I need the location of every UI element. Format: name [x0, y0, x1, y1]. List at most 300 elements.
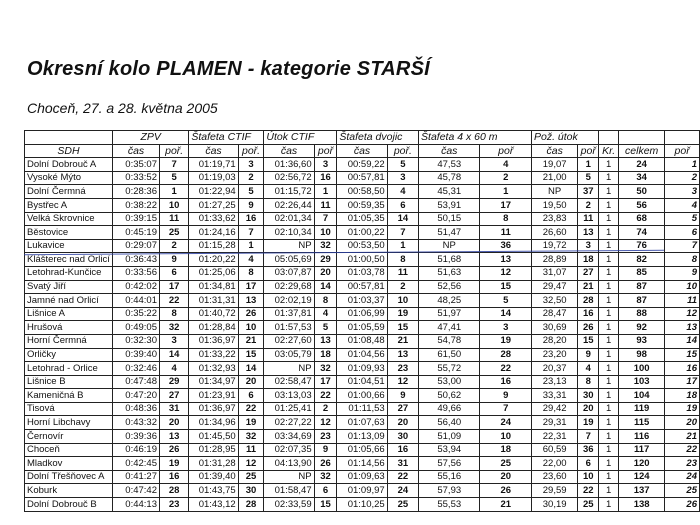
team-name: Koburk: [25, 484, 113, 498]
table-header-groups: [25, 131, 700, 145]
kr-value: 1: [599, 280, 619, 294]
stafeta-ctif-rank: 6: [238, 389, 264, 403]
team-name: Svatý Jiří: [25, 280, 113, 294]
poz-utok-time: 19,72: [532, 239, 578, 253]
utok-ctif-time: 02:58,47: [264, 375, 314, 389]
column-header-time: čas: [532, 144, 578, 158]
utok-ctif-rank: 2: [314, 402, 337, 416]
stafeta-ctif-rank: 12: [238, 457, 264, 471]
stafeta-dvojic-time: 01:10,25: [337, 498, 387, 512]
stafeta-dvojic-time: 00:57,81: [337, 171, 387, 185]
kr-value: 1: [599, 484, 619, 498]
zpv-rank: 26: [159, 443, 188, 457]
zpv-time: 0:42:45: [112, 457, 159, 471]
zpv-rank: 11: [159, 212, 188, 226]
table-row: [25, 280, 700, 294]
stafeta-ctif-time: 01:32,93: [189, 362, 238, 376]
poz-utok-time: 23,13: [532, 375, 578, 389]
kr-value: 1: [599, 457, 619, 471]
kr-value: 1: [599, 430, 619, 444]
table-row: [25, 443, 700, 457]
stafeta-4x60-time: 55,53: [419, 498, 480, 512]
utok-ctif-rank: 9: [314, 443, 337, 457]
zpv-time: 0:45:19: [112, 226, 159, 240]
stafeta-ctif-time: 01:22,94: [189, 185, 238, 199]
team-name: Dolní Čermná: [25, 185, 113, 199]
zpv-rank: 17: [159, 280, 188, 294]
utok-ctif-rank: 7: [314, 212, 337, 226]
stafeta-4x60-rank: 4: [480, 158, 532, 172]
document-title: Okresní kolo PLAMEN - kategorie STARŠÍ: [27, 58, 430, 80]
utok-ctif-time: 04:13,90: [264, 457, 314, 471]
stafeta-dvojic-time: 01:05,59: [337, 321, 387, 335]
kr-value: 1: [599, 253, 619, 267]
column-header-rank: poř.: [387, 144, 418, 158]
stafeta-4x60-time: 45,31: [419, 185, 480, 199]
total-points: 87: [619, 294, 665, 308]
poz-utok-time: 23,83: [532, 212, 578, 226]
stafeta-ctif-rank: 1: [238, 239, 264, 253]
stafeta-4x60-rank: 11: [480, 226, 532, 240]
stafeta-4x60-time: 50,62: [419, 389, 480, 403]
poz-utok-time: 20,37: [532, 362, 578, 376]
final-rank: 20: [665, 416, 700, 430]
team-name: Dolní Dobrouč A: [25, 158, 113, 172]
poz-utok-rank: 6: [578, 457, 599, 471]
utok-ctif-time: 02:27,60: [264, 334, 314, 348]
utok-ctif-time: 01:25,41: [264, 402, 314, 416]
final-rank: 15: [665, 348, 700, 362]
utok-ctif-rank: 10: [314, 226, 337, 240]
poz-utok-rank: 37: [578, 185, 599, 199]
stafeta-dvojic-time: 01:09,93: [337, 362, 387, 376]
stafeta-dvojic-rank: 19: [387, 307, 418, 321]
kr-value: 1: [599, 266, 619, 280]
poz-utok-time: 31,07: [532, 266, 578, 280]
poz-utok-rank: 3: [578, 239, 599, 253]
stafeta-4x60-rank: 10: [480, 430, 532, 444]
stafeta-ctif-time: 01:34,96: [189, 416, 238, 430]
stafeta-dvojic-time: 01:04,56: [337, 348, 387, 362]
poz-utok-time: 29,47: [532, 280, 578, 294]
stafeta-4x60-rank: 18: [480, 443, 532, 457]
stafeta-dvojic-time: 00:53,50: [337, 239, 387, 253]
poz-utok-rank: 11: [578, 212, 599, 226]
zpv-time: 0:46:19: [112, 443, 159, 457]
total-points: 74: [619, 226, 665, 240]
stafeta-4x60-time: 52,56: [419, 280, 480, 294]
team-name: Černovír: [25, 430, 113, 444]
stafeta-dvojic-time: 01:09,97: [337, 484, 387, 498]
stafeta-dvojic-rank: 13: [387, 348, 418, 362]
utok-ctif-rank: 20: [314, 266, 337, 280]
kr-value: 1: [599, 321, 619, 335]
team-name: Letohrad - Orlice: [25, 362, 113, 376]
team-name: Choceň: [25, 443, 113, 457]
stafeta-dvojic-rank: 22: [387, 470, 418, 484]
zpv-time: 0:47:20: [112, 389, 159, 403]
group-header-poz-utok: Pož. útok: [532, 131, 599, 145]
table-row: [25, 266, 700, 280]
zpv-rank: 9: [159, 253, 188, 267]
final-rank: 17: [665, 375, 700, 389]
kr-value: 1: [599, 470, 619, 484]
zpv-time: 0:39:36: [112, 430, 159, 444]
table-row: [25, 484, 700, 498]
table-row: [25, 430, 700, 444]
kr-value: 1: [599, 389, 619, 403]
utok-ctif-time: 01:58,47: [264, 484, 314, 498]
zpv-rank: 29: [159, 375, 188, 389]
kr-value: 1: [599, 226, 619, 240]
zpv-time: 0:33:56: [112, 266, 159, 280]
stafeta-4x60-time: 50,15: [419, 212, 480, 226]
team-name: Jamné nad Orlicí: [25, 294, 113, 308]
stafeta-ctif-time: 01:40,72: [189, 307, 238, 321]
final-rank: 23: [665, 457, 700, 471]
total-points: 116: [619, 430, 665, 444]
utok-ctif-rank: 26: [314, 457, 337, 471]
rank-header-blank: [665, 131, 700, 145]
utok-ctif-time: 02:01,34: [264, 212, 314, 226]
final-rank: 7: [665, 239, 700, 253]
stafeta-dvojic-time: 01:13,09: [337, 430, 387, 444]
stafeta-ctif-rank: 28: [238, 498, 264, 512]
stafeta-4x60-rank: 15: [480, 280, 532, 294]
utok-ctif-rank: 29: [314, 253, 337, 267]
poz-utok-time: 19,50: [532, 198, 578, 212]
zpv-rank: 20: [159, 416, 188, 430]
stafeta-dvojic-rank: 14: [387, 212, 418, 226]
zpv-time: 0:39:15: [112, 212, 159, 226]
stafeta-4x60-time: 48,25: [419, 294, 480, 308]
poz-utok-rank: 5: [578, 171, 599, 185]
zpv-time: 0:44:01: [112, 294, 159, 308]
team-name: Horní Libchavy: [25, 416, 113, 430]
poz-utok-rank: 8: [578, 375, 599, 389]
stafeta-dvojic-rank: 31: [387, 457, 418, 471]
column-header-final-rank: poř: [665, 144, 700, 158]
stafeta-ctif-rank: 3: [238, 158, 264, 172]
stafeta-4x60-time: 47,53: [419, 158, 480, 172]
stafeta-ctif-rank: 5: [238, 185, 264, 199]
column-header-rank: poř.: [159, 144, 188, 158]
poz-utok-time: NP: [532, 185, 578, 199]
zpv-time: 0:41:27: [112, 470, 159, 484]
group-header-stafeta-4x60: Štafeta 4 x 60 m: [419, 131, 532, 145]
table-row: [25, 226, 700, 240]
sdh-header-blank: [25, 131, 113, 145]
total-points: 24: [619, 158, 665, 172]
stafeta-ctif-rank: 14: [238, 362, 264, 376]
utok-ctif-time: NP: [264, 239, 314, 253]
zpv-rank: 16: [159, 470, 188, 484]
stafeta-dvojic-time: 00:59,22: [337, 158, 387, 172]
table-row: [25, 389, 700, 403]
stafeta-4x60-rank: 8: [480, 212, 532, 226]
stafeta-dvojic-rank: 25: [387, 498, 418, 512]
table-row: [25, 348, 700, 362]
stafeta-ctif-rank: 15: [238, 348, 264, 362]
final-rank: 26: [665, 498, 700, 512]
zpv-time: 0:28:36: [112, 185, 159, 199]
table-row: [25, 171, 700, 185]
stafeta-dvojic-rank: 5: [387, 158, 418, 172]
poz-utok-rank: 20: [578, 402, 599, 416]
team-name: Běstovice: [25, 226, 113, 240]
total-points: 124: [619, 470, 665, 484]
total-points: 100: [619, 362, 665, 376]
total-points: 119: [619, 402, 665, 416]
zpv-time: 0:29:07: [112, 239, 159, 253]
stafeta-ctif-time: 01:28,84: [189, 321, 238, 335]
stafeta-4x60-rank: 24: [480, 416, 532, 430]
stafeta-ctif-rank: 17: [238, 280, 264, 294]
column-header-time: čas: [419, 144, 480, 158]
results-body: [25, 158, 700, 511]
document-subtitle: Choceň, 27. a 28. května 2005: [27, 100, 218, 116]
zpv-rank: 25: [159, 226, 188, 240]
kr-value: 1: [599, 158, 619, 172]
stafeta-ctif-time: 01:28,95: [189, 443, 238, 457]
poz-utok-time: 60,59: [532, 443, 578, 457]
utok-ctif-time: 03:07,87: [264, 266, 314, 280]
total-points: 87: [619, 280, 665, 294]
stafeta-ctif-time: 01:27,25: [189, 198, 238, 212]
zpv-rank: 2: [159, 239, 188, 253]
poz-utok-time: 32,50: [532, 294, 578, 308]
total-points: 85: [619, 266, 665, 280]
zpv-rank: 27: [159, 389, 188, 403]
utok-ctif-time: 03:34,69: [264, 430, 314, 444]
stafeta-4x60-rank: 21: [480, 498, 532, 512]
zpv-time: 0:33:52: [112, 171, 159, 185]
column-header-sdh: SDH: [25, 144, 113, 158]
zpv-time: 0:48:36: [112, 402, 159, 416]
table-row: [25, 416, 700, 430]
team-name: Klášterec nad Orlicí: [25, 253, 113, 267]
stafeta-4x60-rank: 7: [480, 402, 532, 416]
stafeta-ctif-time: 01:33,22: [189, 348, 238, 362]
poz-utok-time: 28,89: [532, 253, 578, 267]
final-rank: 10: [665, 280, 700, 294]
poz-utok-time: 29,31: [532, 416, 578, 430]
poz-utok-time: 26,60: [532, 226, 578, 240]
kr-value: 1: [599, 375, 619, 389]
poz-utok-time: 28,20: [532, 334, 578, 348]
final-rank: 2: [665, 171, 700, 185]
utok-ctif-time: 01:15,72: [264, 185, 314, 199]
utok-ctif-rank: 12: [314, 416, 337, 430]
table-row: [25, 253, 700, 267]
utok-ctif-rank: 13: [314, 334, 337, 348]
stafeta-dvojic-rank: 27: [387, 402, 418, 416]
table-row: [25, 158, 700, 172]
utok-ctif-time: 02:07,35: [264, 443, 314, 457]
column-header-rank: poř.: [238, 144, 264, 158]
stafeta-dvojic-time: 00:57,81: [337, 280, 387, 294]
stafeta-ctif-time: 01:23,91: [189, 389, 238, 403]
stafeta-dvojic-rank: 7: [387, 226, 418, 240]
stafeta-4x60-rank: 20: [480, 470, 532, 484]
stafeta-4x60-time: 55,16: [419, 470, 480, 484]
utok-ctif-rank: 22: [314, 389, 337, 403]
stafeta-ctif-time: 01:25,06: [189, 266, 238, 280]
kr-value: 1: [599, 348, 619, 362]
stafeta-ctif-rank: 25: [238, 470, 264, 484]
stafeta-ctif-rank: 2: [238, 171, 264, 185]
stafeta-dvojic-rank: 6: [387, 198, 418, 212]
stafeta-ctif-time: 01:19,71: [189, 158, 238, 172]
stafeta-4x60-time: 51,68: [419, 253, 480, 267]
utok-ctif-rank: 11: [314, 198, 337, 212]
stafeta-dvojic-rank: 20: [387, 416, 418, 430]
kr-value: 1: [599, 498, 619, 512]
stafeta-4x60-rank: 22: [480, 362, 532, 376]
poz-utok-rank: 27: [578, 266, 599, 280]
poz-utok-time: 19,07: [532, 158, 578, 172]
stafeta-ctif-time: 01:36,97: [189, 334, 238, 348]
stafeta-4x60-time: 53,94: [419, 443, 480, 457]
stafeta-4x60-rank: 16: [480, 375, 532, 389]
stafeta-ctif-time: 01:39,40: [189, 470, 238, 484]
stafeta-dvojic-time: 01:05,66: [337, 443, 387, 457]
stafeta-ctif-time: 01:43,75: [189, 484, 238, 498]
total-header-blank: [619, 131, 665, 145]
final-rank: 8: [665, 253, 700, 267]
table-row: [25, 457, 700, 471]
stafeta-dvojic-time: 00:59,35: [337, 198, 387, 212]
stafeta-dvojic-rank: 23: [387, 362, 418, 376]
column-header-time: čas: [189, 144, 238, 158]
stafeta-4x60-time: NP: [419, 239, 480, 253]
utok-ctif-rank: 16: [314, 171, 337, 185]
stafeta-dvojic-rank: 4: [387, 185, 418, 199]
team-name: Bystřec A: [25, 198, 113, 212]
total-points: 50: [619, 185, 665, 199]
total-points: 120: [619, 457, 665, 471]
final-rank: 24: [665, 470, 700, 484]
total-points: 68: [619, 212, 665, 226]
team-name: Dolní Třešňovec A: [25, 470, 113, 484]
poz-utok-time: 28,47: [532, 307, 578, 321]
stafeta-ctif-time: 01:15,28: [189, 239, 238, 253]
utok-ctif-rank: 32: [314, 239, 337, 253]
stafeta-ctif-time: 01:24,16: [189, 226, 238, 240]
zpv-rank: 23: [159, 498, 188, 512]
team-name: Orličky: [25, 348, 113, 362]
utok-ctif-time: 02:56,72: [264, 171, 314, 185]
zpv-time: 0:49:05: [112, 321, 159, 335]
total-points: 138: [619, 498, 665, 512]
table-header-columns: [25, 144, 700, 158]
poz-utok-rank: 25: [578, 498, 599, 512]
zpv-time: 0:47:48: [112, 375, 159, 389]
utok-ctif-rank: 6: [314, 484, 337, 498]
total-points: 103: [619, 375, 665, 389]
stafeta-4x60-rank: 25: [480, 457, 532, 471]
poz-utok-rank: 18: [578, 253, 599, 267]
final-rank: 12: [665, 307, 700, 321]
stafeta-ctif-rank: 13: [238, 294, 264, 308]
stafeta-dvojic-rank: 3: [387, 171, 418, 185]
stafeta-ctif-time: 01:19,03: [189, 171, 238, 185]
stafeta-4x60-time: 51,47: [419, 226, 480, 240]
team-name: Velká Skrovnice: [25, 212, 113, 226]
utok-ctif-time: 02:29,68: [264, 280, 314, 294]
group-header-stafeta-ctif: Štafeta CTIF: [189, 131, 264, 145]
zpv-time: 0:44:13: [112, 498, 159, 512]
stafeta-4x60-rank: 12: [480, 266, 532, 280]
stafeta-dvojic-time: 01:08,48: [337, 334, 387, 348]
zpv-time: 0:35:07: [112, 158, 159, 172]
utok-ctif-time: 02:27,22: [264, 416, 314, 430]
poz-utok-time: 29,42: [532, 402, 578, 416]
stafeta-dvojic-time: 01:03,37: [337, 294, 387, 308]
stafeta-4x60-time: 54,78: [419, 334, 480, 348]
poz-utok-time: 30,19: [532, 498, 578, 512]
team-name: Lukavice: [25, 239, 113, 253]
utok-ctif-time: 03:13,03: [264, 389, 314, 403]
final-rank: 3: [665, 185, 700, 199]
stafeta-4x60-time: 53,00: [419, 375, 480, 389]
utok-ctif-rank: 17: [314, 375, 337, 389]
table-row: [25, 470, 700, 484]
final-rank: 6: [665, 226, 700, 240]
utok-ctif-rank: 1: [314, 185, 337, 199]
kr-value: 1: [599, 239, 619, 253]
poz-utok-rank: 26: [578, 321, 599, 335]
stafeta-ctif-rank: 9: [238, 198, 264, 212]
poz-utok-time: 33,31: [532, 389, 578, 403]
final-rank: 4: [665, 198, 700, 212]
stafeta-ctif-time: 01:34,81: [189, 280, 238, 294]
zpv-time: 0:38:22: [112, 198, 159, 212]
column-header-total: celkem: [619, 144, 665, 158]
poz-utok-time: 21,00: [532, 171, 578, 185]
stafeta-4x60-rank: 9: [480, 389, 532, 403]
column-header-rank: poř: [480, 144, 532, 158]
stafeta-4x60-time: 51,63: [419, 266, 480, 280]
kr-value: 1: [599, 212, 619, 226]
total-points: 34: [619, 171, 665, 185]
total-points: 115: [619, 416, 665, 430]
kr-value: 1: [599, 443, 619, 457]
stafeta-4x60-rank: 13: [480, 253, 532, 267]
poz-utok-time: 22,31: [532, 430, 578, 444]
stafeta-4x60-time: 57,93: [419, 484, 480, 498]
poz-utok-rank: 4: [578, 362, 599, 376]
stafeta-dvojic-time: 01:14,56: [337, 457, 387, 471]
utok-ctif-rank: 32: [314, 470, 337, 484]
stafeta-dvojic-rank: 30: [387, 430, 418, 444]
stafeta-dvojic-time: 00:58,50: [337, 185, 387, 199]
poz-utok-rank: 30: [578, 389, 599, 403]
final-rank: 19: [665, 402, 700, 416]
table-row: [25, 375, 700, 389]
poz-utok-rank: 15: [578, 334, 599, 348]
stafeta-dvojic-rank: 12: [387, 375, 418, 389]
kr-value: 1: [599, 334, 619, 348]
kr-value: 1: [599, 307, 619, 321]
utok-ctif-time: 02:33,59: [264, 498, 314, 512]
stafeta-ctif-rank: 7: [238, 226, 264, 240]
zpv-time: 0:35:22: [112, 307, 159, 321]
total-points: 76: [619, 239, 665, 253]
table-row: [25, 185, 700, 199]
stafeta-4x60-rank: 26: [480, 484, 532, 498]
poz-utok-rank: 10: [578, 470, 599, 484]
